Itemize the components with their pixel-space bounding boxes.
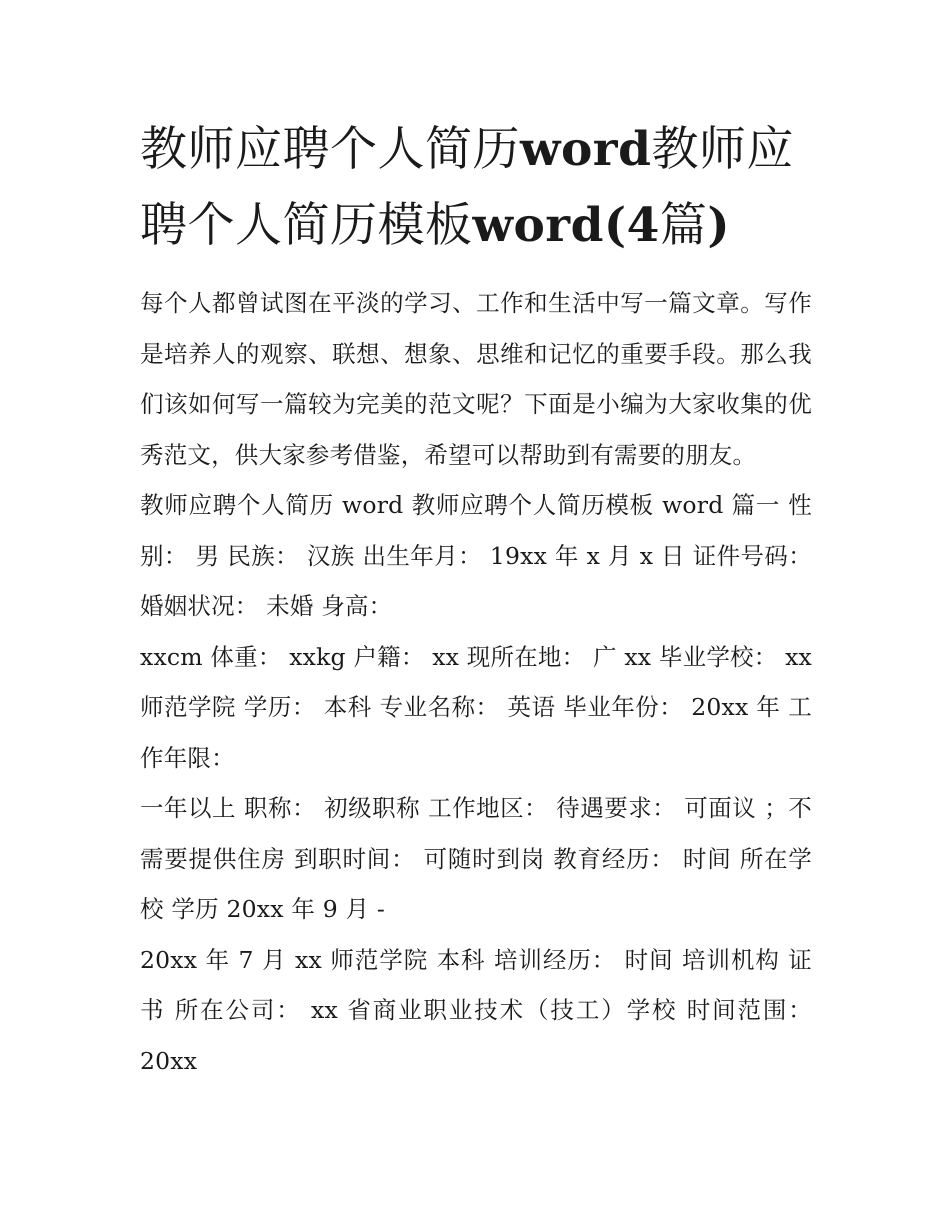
title-latin-run: word (520, 122, 652, 177)
title-latin-run: ) (707, 198, 731, 253)
document-body (140, 112, 812, 1086)
document-title: 教师应聘个人简历word教师应聘个人简历模板word(4篇) (140, 122, 794, 253)
title-latin-run: word(4 (472, 198, 660, 253)
resume-paragraph-personal: 教师应聘个人简历 word 教师应聘个人简历模板 word 篇一 性别： 男 民族： 汉族 出生年月： 19xx 年 x 月 x 日 证件号码： 婚姻状况： 未婚 身高： (140, 491, 812, 620)
intro-paragraph: 每个人都曾试图在平淡的学习、工作和生活中写一篇文章。写作是培养人的观察、联想、想象、思维和记忆的重要手段。那么我们该如何写一篇较为完美的范文呢？下面是小编为大家收集的优秀范文，供大家参考借鉴，希望可以帮助到有需要的朋友。 (140, 289, 812, 469)
resume-paragraph-job-intent: 一年以上 职称： 初级职称 工作地区： 待遇要求： 可面议 ；不需要提供住房 到职时间： 可随时到岗 教育经历： 时间 所在学校 学历 20xx 年 9 月 - (140, 794, 812, 923)
resume-paragraph-education: xxcm 体重： xxkg 户籍： xx 现所在地： 广 xx 毕业学校： xx 师范学院 学历： 本科 专业名称： 英语 毕业年份： 20xx 年 工作年限： (140, 642, 812, 772)
resume-paragraph-training: 20xx 年 7 月 xx 师范学院 本科 培训经历： 时间 培训机构 证书 所在公司： xx 省商业职业技术（技工）学校 时间范围： 20xx (140, 945, 812, 1075)
